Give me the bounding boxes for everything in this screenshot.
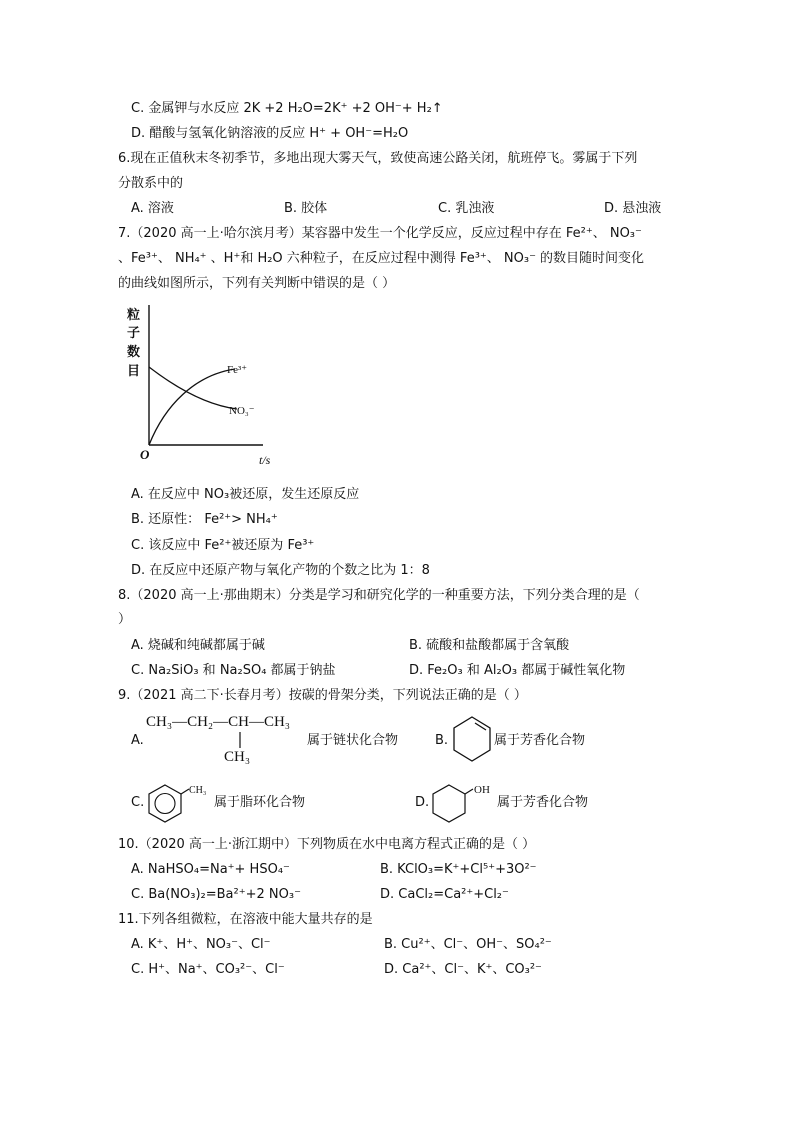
q9-option-a-label: A. [131,733,144,748]
q10-option-b: B. KClO₃=K⁺+Cl⁵⁺+3O²⁻ [380,862,537,877]
q6-stem-line1: 6.现在正值秋末冬初季节，多地出现大雾天气，致使高速公路关闭，航班停飞。雾属于下列 [118,151,638,166]
q9-option-c-text: 属于脂环化合物 [214,795,306,810]
q7-stem-line2: 、Fe³⁺、 NH₄⁺ 、H⁺和 H₂O 六种粒子，在反应过程中测得 Fe³⁺、 NO₃⁻ 的数目随时间变化 [118,251,645,266]
q9-option-b-label: B. [435,733,449,748]
q6-option-a: A. 溶液 [131,201,174,216]
graph-origin: O [140,447,150,462]
q9-d-cyclohexanol-structure [431,783,499,825]
q9-d-substituent: OH [474,784,490,796]
q5-option-d: D. 醋酸与氢氧化钠溶液的反应 H⁺ + OH⁻=H₂O [131,126,409,141]
q8-option-c: C. Na₂SiO₃ 和 Na₂SO₄ 都属于钠盐 [131,663,336,678]
graph-xlabel: t/s [259,453,271,467]
q10-option-c: C. Ba(NO₃)₂=Ba²⁺+2 NO₃⁻ [131,887,301,902]
q10-option-a: A. NaHSO₄=Na⁺+ HSO₄⁻ [131,862,290,877]
q11-option-d: D. Ca²⁺、Cl⁻、K⁺、CO₃²⁻ [384,962,542,977]
q7-option-c: C. 该反应中 Fe²⁺被还原为 Fe³⁺ [131,538,315,553]
graph-ylabel-char-1: 粒 [127,307,141,322]
q6-option-c: C. 乳浊液 [438,201,495,216]
graph-curve-no3 [149,367,237,409]
q6-stem-line2: 分散系中的 [118,176,184,191]
q11-option-a: A. K⁺、H⁺、NO₃⁻、Cl⁻ [131,937,271,952]
q9-b-cyclohexene-structure [452,715,492,763]
q7-option-a: A. 在反应中 NO₃被还原，发生还原反应 [131,487,360,502]
q6-option-d: D. 悬浊液 [604,201,662,216]
q9-stem: 9.（2021 高二下·长春月考）按碳的骨架分类，下列说法正确的是（ ） [118,688,527,703]
q10-option-d: D. CaCl₂=Ca²⁺+Cl₂⁻ [380,887,509,902]
q7-ion-count-graph [125,305,285,475]
q6-option-b: B. 胶体 [284,201,328,216]
graph-ylabel-char-3: 数 [127,344,141,359]
q7-stem-line3: 的曲线如图所示，下列有关判断中错误的是（ ） [118,276,396,291]
q9-c-substituent: CH₃ [189,785,207,796]
q9-option-d-text: 属于芳香化合物 [497,795,589,810]
q7-option-d: D. 在反应中还原产物与氧化产物的个数之比为 1：8 [131,563,430,578]
q8-option-d: D. Fe₂O₃ 和 Al₂O₃ 都属于碱性氧化物 [409,663,626,678]
q9-a-formula: CH₃—CH₂—CH—CH₃ [146,714,291,730]
q8-option-b: B. 硫酸和盐酸都属于含氧酸 [409,638,570,653]
q11-option-b: B. Cu²⁺、Cl⁻、OH⁻、SO₄²⁻ [384,937,552,952]
graph-curve-fe3 [149,369,235,445]
q9-a-branch: CH₃ [224,749,251,765]
q8-option-a: A. 烧碱和纯碱都属于碱 [131,638,265,653]
q9-c-toluene-structure [147,783,215,825]
q11-option-c: C. H⁺、Na⁺、CO₃²⁻、Cl⁻ [131,962,285,977]
q8-stem-line2: ） [118,612,132,627]
graph-label-no3: NO₃⁻ [229,405,255,417]
q8-stem-line1: 8.（2020 高一上·那曲期末）分类是学习和研究化学的一种重要方法，下列分类合理的是（ [118,588,640,603]
q9-option-d-label: D. [415,795,430,810]
q9-option-c-label: C. [131,795,145,810]
q10-stem: 10.（2020 高一上·浙江期中）下列物质在水中电离方程式正确的是（ ） [118,837,536,852]
q7-option-b: B. 还原性： Fe²⁺> NH₄⁺ [131,512,278,527]
q11-stem: 11.下列各组微粒，在溶液中能大量共存的是 [118,912,373,927]
graph-label-fe3: Fe³⁺ [227,364,248,376]
q7-stem-line1: 7.（2020 高一上·哈尔滨月考）某容器中发生一个化学反应，反应过程中存在 Fe²⁺、 NO₃⁻ [118,226,642,241]
q9-option-b-text: 属于芳香化合物 [494,733,586,748]
graph-ylabel-char-2: 子 [127,325,141,340]
graph-ylabel-char-4: 目 [127,363,141,378]
q5-option-c: C. 金属钾与水反应 2K +2 H₂O=2K⁺ +2 OH⁻+ H₂↑ [131,101,443,116]
q9-option-a-text: 属于链状化合物 [307,733,399,748]
